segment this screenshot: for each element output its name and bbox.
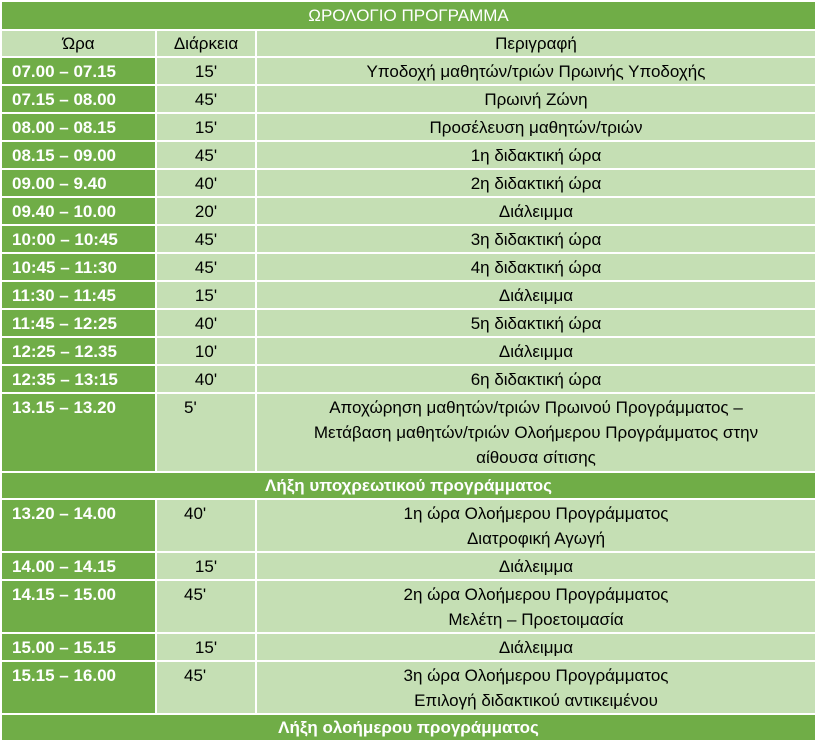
duration-cell: 45' <box>156 225 256 253</box>
duration-cell: 15' <box>156 633 256 661</box>
description-line: Διάλειμμα <box>498 557 574 576</box>
column-header-time: Ώρα <box>1 30 156 57</box>
description-line: 1η διδακτική ώρα <box>470 146 602 165</box>
description-cell <box>256 281 815 309</box>
description-cell <box>256 309 815 337</box>
description-cell <box>256 197 815 225</box>
duration-cell: 15' <box>156 113 256 141</box>
description-line: αίθουσα σίτισης <box>476 448 596 467</box>
column-header-duration: Διάρκεια <box>156 30 256 57</box>
description-cell <box>256 499 815 552</box>
table-row <box>1 281 815 309</box>
duration-cell: 15' <box>156 57 256 85</box>
duration-cell: 45' <box>156 661 256 714</box>
duration-cell: 20' <box>156 197 256 225</box>
table-row <box>1 141 815 169</box>
time-cell: 07.00 – 07.15 <box>1 57 156 85</box>
time-cell: 12:35 – 13:15 <box>1 365 156 393</box>
description-cell <box>256 580 815 633</box>
description-cell <box>256 365 815 393</box>
description-line: Διάλειμμα <box>498 202 574 221</box>
description-cell <box>256 393 815 472</box>
description-line: Διατροφική Αγωγή <box>466 529 606 548</box>
duration-cell: 15' <box>156 552 256 580</box>
description-line: 4η διδακτική ώρα <box>470 258 602 277</box>
description-line: Πρωινή Ζώνη <box>484 90 588 109</box>
description-line: Αποχώρηση μαθητών/τριών Πρωινού Προγράμματος – <box>329 398 743 417</box>
time-cell: 14.15 – 15.00 <box>1 580 156 633</box>
description-line: 1η ώρα Ολοήμερου Προγράμματος <box>403 504 669 523</box>
description-line: 3η ώρα Ολοήμερου Προγράμματος <box>403 666 669 685</box>
time-cell: 11:45 – 12:25 <box>1 309 156 337</box>
table-row <box>1 633 815 661</box>
table-row <box>1 253 815 281</box>
description-line: Διάλειμμα <box>498 286 574 305</box>
description-cell <box>256 85 815 113</box>
duration-cell: 45' <box>156 253 256 281</box>
table-row <box>1 57 815 85</box>
description-cell <box>256 225 815 253</box>
table-row <box>1 552 815 580</box>
description-line: 6η διδακτική ώρα <box>470 370 602 389</box>
table-row <box>1 499 815 552</box>
description-line: 3η διδακτική ώρα <box>470 230 602 249</box>
description-line: Μελέτη – Προετοιμασία <box>448 610 624 629</box>
schedule-title: ΩΡΟΛΟΓΙΟ ΠΡΟΓΡΑΜΜΑ <box>1 1 815 30</box>
time-cell: 15.15 – 16.00 <box>1 661 156 714</box>
column-header-description: Περιγραφή <box>256 30 815 57</box>
time-cell: 10:45 – 11:30 <box>1 253 156 281</box>
description-cell <box>256 113 815 141</box>
description-line: Μετάβαση μαθητών/τριών Ολοήμερου Προγράμματος στην <box>313 423 759 442</box>
table-row <box>1 393 815 472</box>
table-row <box>1 197 815 225</box>
time-cell: 09.40 – 10.00 <box>1 197 156 225</box>
description-line: Διάλειμμα <box>498 342 574 361</box>
description-cell <box>256 57 815 85</box>
duration-cell: 40' <box>156 169 256 197</box>
time-cell: 14.00 – 14.15 <box>1 552 156 580</box>
mandatory-end-banner: Λήξη υποχρεωτικού προγράμματος <box>1 472 815 499</box>
duration-cell: 40' <box>156 365 256 393</box>
time-cell: 09.00 – 9.40 <box>1 169 156 197</box>
table-row <box>1 365 815 393</box>
description-cell <box>256 141 815 169</box>
table-row <box>1 337 815 365</box>
table-row <box>1 85 815 113</box>
description-line: 2η διδακτική ώρα <box>470 174 602 193</box>
duration-cell: 45' <box>156 580 256 633</box>
duration-cell: 15' <box>156 281 256 309</box>
description-line: Επιλογή διδακτικού αντικειμένου <box>414 691 658 710</box>
time-cell: 10:00 – 10:45 <box>1 225 156 253</box>
table-row <box>1 580 815 633</box>
time-cell: 13.15 – 13.20 <box>1 393 156 472</box>
description-cell <box>256 337 815 365</box>
description-line: Προσέλευση μαθητών/τριών <box>429 118 643 137</box>
description-cell <box>256 552 815 580</box>
description-cell <box>256 253 815 281</box>
description-line: Διάλειμμα <box>498 638 574 657</box>
table-row <box>1 309 815 337</box>
description-cell <box>256 661 815 714</box>
duration-cell: 45' <box>156 85 256 113</box>
description-line: Υποδοχή μαθητών/τριών Πρωινής Υποδοχής <box>366 62 706 81</box>
table-row <box>1 225 815 253</box>
duration-cell: 40' <box>156 499 256 552</box>
time-cell: 15.00 – 15.15 <box>1 633 156 661</box>
allday-end-banner: Λήξη ολοήμερου προγράμματος <box>1 714 815 741</box>
time-cell: 08.15 – 09.00 <box>1 141 156 169</box>
description-cell <box>256 169 815 197</box>
table-row <box>1 113 815 141</box>
description-cell <box>256 633 815 661</box>
time-cell: 08.00 – 08.15 <box>1 113 156 141</box>
description-line: 5η διδακτική ώρα <box>470 314 602 333</box>
description-line: 2η ώρα Ολοήμερου Προγράμματος <box>403 585 669 604</box>
time-cell: 12:25 – 12.35 <box>1 337 156 365</box>
table-row <box>1 661 815 714</box>
time-cell: 13.20 – 14.00 <box>1 499 156 552</box>
table-row <box>1 169 815 197</box>
duration-cell: 45' <box>156 141 256 169</box>
time-cell: 07.15 – 08.00 <box>1 85 156 113</box>
duration-cell: 10' <box>156 337 256 365</box>
duration-cell: 40' <box>156 309 256 337</box>
duration-cell: 5' <box>156 393 256 472</box>
time-cell: 11:30 – 11:45 <box>1 281 156 309</box>
